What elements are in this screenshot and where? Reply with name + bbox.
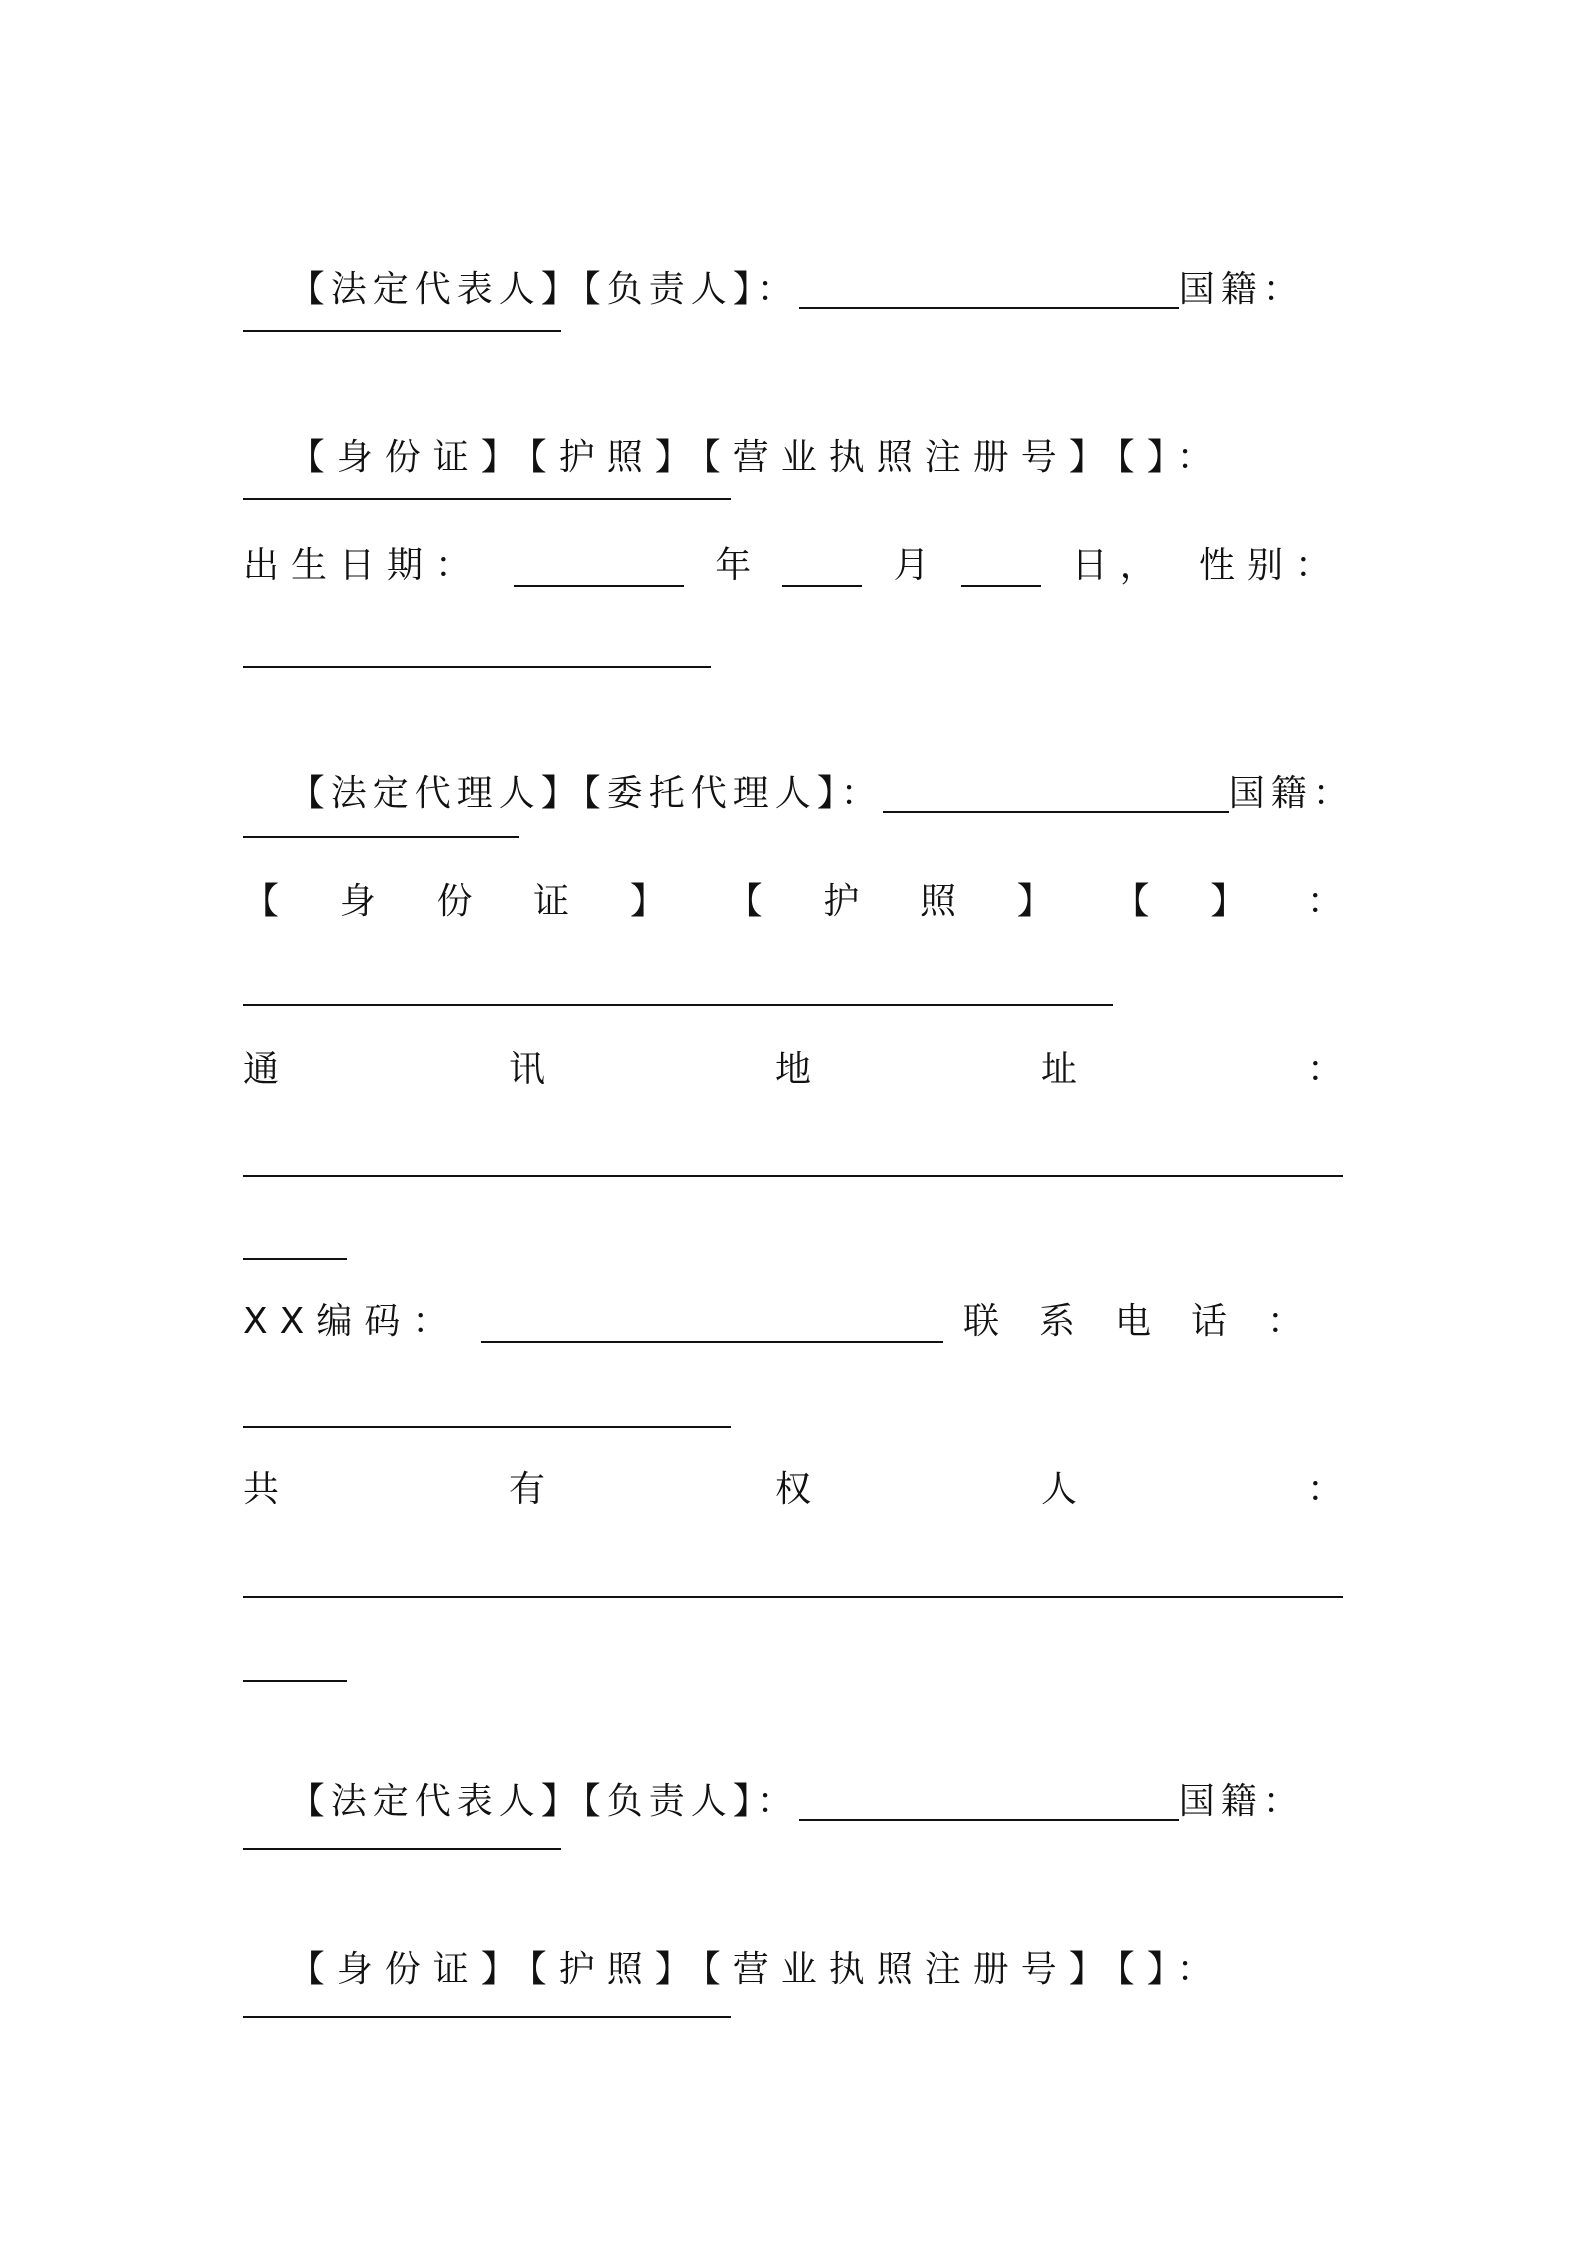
agent-id-part: ： <box>1306 881 1343 922</box>
birth-label: 出生日期： <box>243 545 484 586</box>
id-line-1 <box>243 368 1343 478</box>
postal-label: XX编码： <box>243 1301 461 1342</box>
agent-id-part: 】 <box>1016 881 1053 922</box>
gender-label: 性别： <box>1198 545 1343 586</box>
agent-id-part: 护 <box>823 881 860 922</box>
month-label: 月 <box>893 545 930 586</box>
nationality-label: 国籍： <box>1178 269 1305 310</box>
postal-line <box>243 1292 1343 1352</box>
id-label: 【身份证】【护照】【营业执照注册号】【】： <box>288 437 1225 478</box>
rep-line-2 <box>243 1712 1343 1822</box>
nationality-blank[interactable] <box>243 330 561 332</box>
agent-id-part: 身 <box>339 881 376 922</box>
address-char: 地 <box>774 1049 811 1090</box>
agent-id-part: 【 <box>1113 881 1150 922</box>
rep-line-1 <box>243 200 1343 310</box>
agent-id-part: 】 <box>1210 881 1247 922</box>
agent-name-blank[interactable] <box>883 771 1229 813</box>
agent-id-part: 份 <box>436 881 473 922</box>
address-char: 讯 <box>508 1049 545 1090</box>
coowner-char: ： <box>1306 1469 1343 1510</box>
agent-id-line <box>243 872 1343 932</box>
day-label: 日， <box>1071 545 1168 586</box>
gender-blank[interactable] <box>243 666 711 668</box>
phone-label: 联系电话： <box>962 1301 1343 1342</box>
rep-name-blank[interactable] <box>799 267 1179 309</box>
id-blank[interactable] <box>243 498 731 500</box>
coowner-blank-cont[interactable] <box>243 1680 347 1682</box>
agent-id-blank[interactable] <box>243 1004 1113 1006</box>
agent-label: 【法定代理人】【委托代理人】： <box>288 773 883 814</box>
agent-line <box>243 704 1355 814</box>
address-blank[interactable] <box>243 1175 1343 1177</box>
id-label-2: 【身份证】【护照】【营业执照注册号】【】： <box>288 1949 1225 1990</box>
year-label: 年 <box>715 545 752 586</box>
agent-id-part: 【 <box>726 881 763 922</box>
agent-nationality-blank[interactable] <box>243 836 519 838</box>
birth-line <box>243 536 1343 596</box>
rep-label-2: 【法定代表人】【负责人】： <box>288 1781 799 1822</box>
birth-day-blank[interactable] <box>961 545 1041 587</box>
agent-id-part: 【 <box>243 881 280 922</box>
address-blank-cont[interactable] <box>243 1258 347 1260</box>
agent-id-part: 】 <box>629 881 666 922</box>
address-char: ： <box>1306 1049 1343 1090</box>
id-line-2 <box>243 1880 1343 1990</box>
coowner-char: 人 <box>1040 1469 1077 1510</box>
coowner-char: 权 <box>774 1469 811 1510</box>
nationality-label-2: 国籍： <box>1178 1781 1305 1822</box>
birth-year-blank[interactable] <box>514 545 684 587</box>
agent-id-part: 证 <box>533 881 570 922</box>
coowner-char: 有 <box>508 1469 545 1510</box>
address-line <box>243 1040 1343 1100</box>
agent-id-part: 照 <box>920 881 957 922</box>
id-blank-2[interactable] <box>243 2016 731 2018</box>
coowner-char: 共 <box>243 1469 280 1510</box>
agent-nationality-label: 国籍： <box>1228 773 1355 814</box>
birth-month-blank[interactable] <box>782 545 862 587</box>
rep-name-blank-2[interactable] <box>799 1779 1179 1821</box>
rep-label: 【法定代表人】【负责人】： <box>288 269 799 310</box>
nationality-blank-2[interactable] <box>243 1848 561 1850</box>
address-char: 通 <box>243 1049 280 1090</box>
coowner-line <box>243 1460 1343 1520</box>
phone-blank[interactable] <box>243 1426 731 1428</box>
coowner-blank[interactable] <box>243 1596 1343 1598</box>
address-char: 址 <box>1040 1049 1077 1090</box>
postal-blank[interactable] <box>481 1301 943 1343</box>
